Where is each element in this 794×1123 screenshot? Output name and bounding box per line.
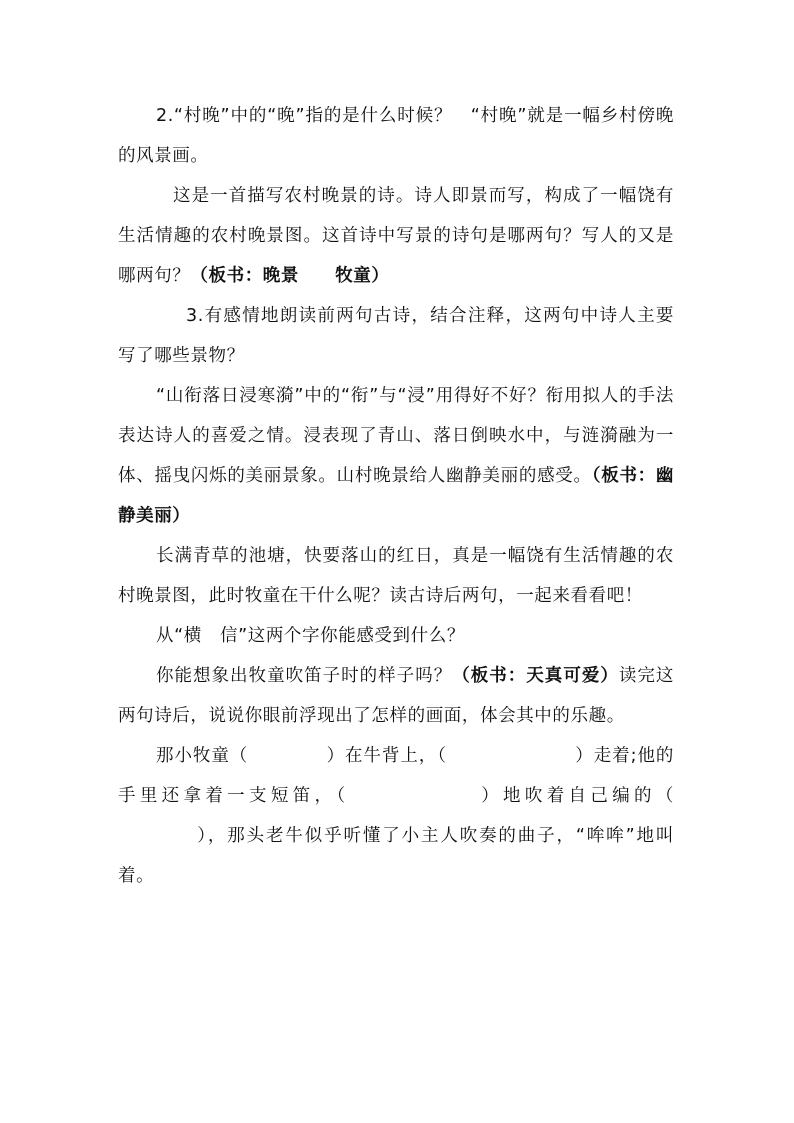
paragraph-question-3: 3.有感情地朗读前两句古诗，结合注释，这两句中诗人主要写了哪些景物？ <box>118 306 674 366</box>
paragraph-text: 读完这两句诗后，说说你眼前浮现出了怎样的画面，体会其中的乐趣。 <box>118 666 674 726</box>
paragraph-poem-intro <box>118 176 674 296</box>
paragraph-pond-sunset: 长满青草的池塘，快要落山的红日，真是一幅饶有生活情趣的农村晚景图，此时牧童在干什么呢？读古诗后两句，一起来看看吧！ <box>118 546 674 606</box>
paragraph-text: 你能想象出牧童吹笛子时的样子吗？ <box>156 666 453 686</box>
fill-text: 那小牧童（ <box>156 746 249 766</box>
document-page <box>118 96 674 896</box>
paragraph-imagine-flute <box>118 656 674 736</box>
paragraph-text: “山衔落日浸寒漪”中的“衔”与“浸”用得好不好？衔用拟人的手法表达诗人的喜爱之情。浸表现了青山、落日倒映水中，与涟漪融为一体、摇曳闪烁的美丽景象。山村晚景给人幽静美丽的感受。 <box>118 386 674 486</box>
paragraph-question-2: 2.“村晚”中的“晚”指的是什么时候？ “村晚”就是一幅乡村傍晚的风景画。 <box>118 106 674 166</box>
paragraph-fill-blanks <box>118 736 674 896</box>
paragraph-xian-jin <box>118 376 674 536</box>
fill-text: ），那头老牛似乎听懂了小主人吹奏的曲子，“哞哞”地叫着。 <box>118 826 674 886</box>
paragraph-heng-xin: 从“横 信”这两个字你能感受到什么？ <box>156 626 465 646</box>
board-note-quiet-beautiful: （板书：幽静美丽） <box>118 466 675 526</box>
fill-text: ）在牛背上，（ <box>326 746 447 766</box>
board-note-scenery-boy: （板书：晚景 牧童） <box>190 266 390 286</box>
fill-text: ）地吹着自己编的（ <box>477 786 674 806</box>
paragraph-text: 这是一首描写农村晚景的诗。诗人即景而写，构成了一幅饶有生活情趣的农村晚景图。这首诗中写景的诗句是哪两句？写人的又是哪两句？ <box>118 186 674 286</box>
board-note-innocent-cute: （板书：天真可爱） <box>452 666 619 686</box>
fill-text: ）走着;他的手里还拿着一支短笛，（ <box>118 746 675 806</box>
